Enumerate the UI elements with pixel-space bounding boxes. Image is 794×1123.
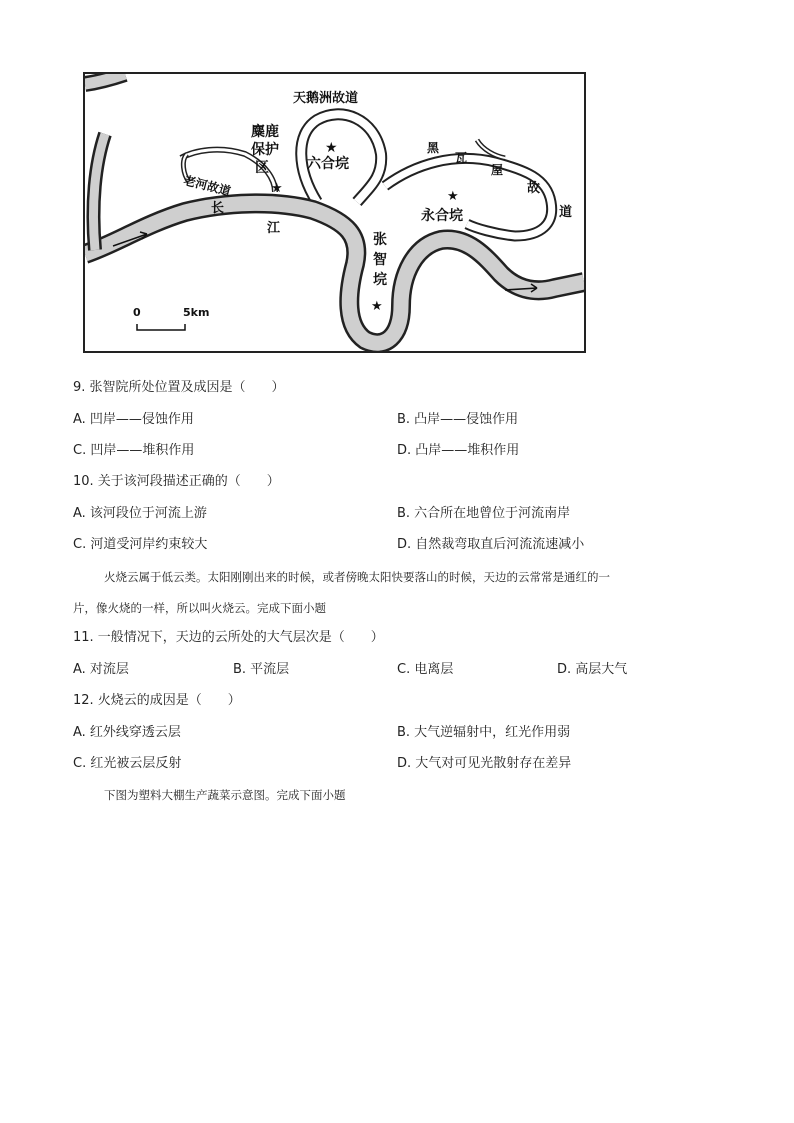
question-10-option-c[interactable]: C. 河道受河岸约束较大 [73, 537, 208, 552]
scale-km: 5km [183, 306, 210, 319]
question-9-option-c[interactable]: C. 凹岸——堆积作用 [73, 443, 195, 458]
star-milu-icon: ★ [271, 181, 283, 196]
passage-fire-cloud-line1: 火烧云属于低云类。太阳刚刚出来的时候，或者傍晚太阳快要落山的时候，天边的云常常是通红的一 [104, 570, 610, 584]
question-11-option-c[interactable]: C. 电离层 [397, 662, 454, 677]
label-wa: 瓦 [455, 151, 468, 165]
label-milu-2: 保护 [251, 142, 279, 158]
label-zhangzhi-2: 智 [373, 252, 387, 268]
question-10-stem: 10. 关于该河段描述正确的（ ） [73, 474, 280, 489]
question-9-stem: 9. 张智院所处位置及成因是（ ） [73, 380, 285, 395]
passage-greenhouse: 下图为塑料大棚生产蔬菜示意图。完成下面小题 [104, 788, 346, 802]
question-9-option-d[interactable]: D. 凸岸——堆积作用 [397, 443, 520, 458]
label-gu: 故 [527, 181, 541, 196]
label-chang: 长 [211, 201, 225, 216]
question-10-option-d[interactable]: D. 自然裁弯取直后河流流速减小 [397, 537, 585, 552]
question-12-option-d[interactable]: D. 大气对可见光散射存在差异 [397, 756, 572, 771]
label-zhangzhi-1: 张 [373, 232, 387, 248]
question-10-option-b[interactable]: B. 六合所在地曾位于河流南岸 [397, 506, 571, 521]
label-milu-1: 麋鹿 [251, 124, 279, 140]
star-liuhe-icon: ★ [325, 140, 338, 156]
question-12-option-c[interactable]: C. 红光被云层反射 [73, 756, 182, 771]
question-12-option-b[interactable]: B. 大气逆辐射中，红光作用弱 [397, 725, 571, 740]
question-11-option-d[interactable]: D. 高层大气 [557, 662, 628, 677]
question-11-stem: 11. 一般情况下，天边的云所处的大气层次是（ ） [73, 630, 384, 645]
passage-fire-cloud-line2: 片，像火烧的一样，所以叫火烧云。完成下面小题 [73, 601, 326, 615]
question-9-option-a[interactable]: A. 凹岸——侵蚀作用 [73, 412, 194, 427]
label-jiang: 江 [267, 221, 281, 236]
label-tianezhou: 天鹅洲故道 [293, 91, 359, 106]
label-hei: 黑 [427, 141, 440, 155]
question-12-stem: 12. 火烧云的成因是（ ） [73, 693, 241, 708]
question-10-option-a[interactable]: A. 该河段位于河流上游 [73, 506, 207, 521]
label-liuhe: 六合垸 [307, 156, 349, 172]
question-11-option-b[interactable]: B. 平流层 [233, 662, 290, 677]
question-11-option-a[interactable]: A. 对流层 [73, 662, 129, 677]
star-yonghe-icon: ★ [447, 189, 459, 204]
label-zhangzhi-3: 垸 [373, 272, 387, 288]
label-milu-3: 区 [255, 160, 269, 176]
label-dao: 道 [559, 205, 573, 220]
label-wu: 屋 [491, 163, 504, 177]
scale-bar [137, 324, 185, 330]
river-map-svg [85, 74, 584, 351]
star-zhangzhi-icon: ★ [371, 299, 383, 314]
label-laohe: 老河故道 [182, 173, 233, 199]
river-map-figure [83, 72, 586, 353]
question-9-option-b[interactable]: B. 凸岸——侵蚀作用 [397, 412, 519, 427]
question-12-option-a[interactable]: A. 红外线穿透云层 [73, 725, 181, 740]
label-yonghe: 永合垸 [421, 208, 463, 224]
scale-zero: 0 [133, 306, 141, 319]
